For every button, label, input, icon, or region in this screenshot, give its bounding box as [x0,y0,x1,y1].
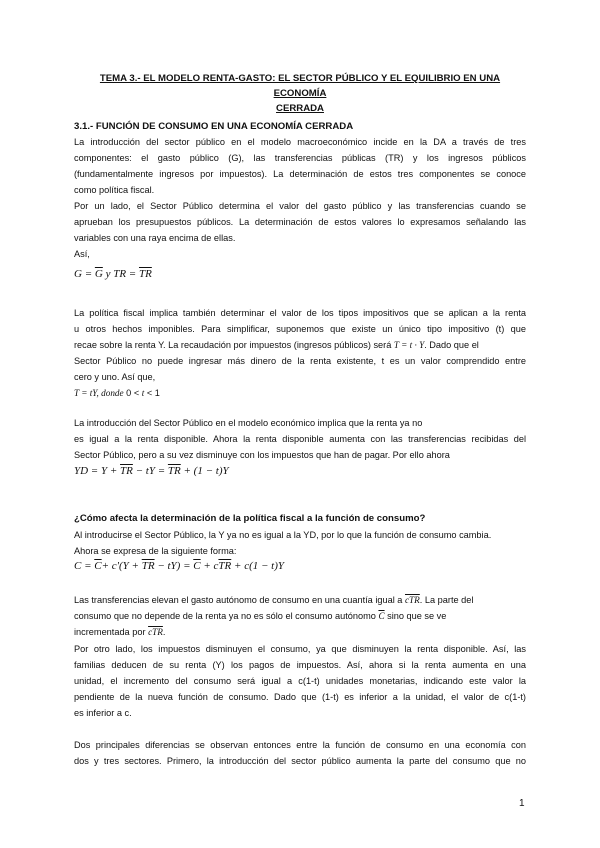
title-line-1: TEMA 3.- EL MODELO RENTA-GASTO: EL SECTOR PÚBLICO Y EL EQUILIBRIO EN UNA ECONOMÍA [99,73,501,99]
p2-line-3: variables con una raya encima de ellas. [74,233,236,243]
p3-line-3: recae sobre la renta Y. La recaudación por impuestos (ingresos públicos) será T = t · Y. Dado que el [74,340,479,350]
asi-line: Así, [74,249,90,259]
p3-line-1: La política fiscal implica también determinar el valor de los tipos impositivos que se aplican a la renta [74,308,526,318]
p2-line-2: aprueban los presupuestos públicos. La determinación de estos valores lo expresamos señalando las [74,217,526,227]
document-title [74,71,526,116]
p7-line-3: unidad, el incremento del consumo será igual a c(1-t) unidades monetarias, indicando este valor la [74,676,526,686]
p1-line-4: como política fiscal. [74,185,155,195]
p6-line-2: consumo que no depende de la renta ya no es sólo el consumo autónomo $\overline{C}$ sino que se ve [74,611,447,621]
equation-g-tr: $G = \overline{G}$ y TR = $\overline{TR}$ [74,268,152,280]
p1-line-3: (fundamentalmente ingresos por impuestos). La determinación de estos tres componentes se conoce [74,169,526,179]
page-number: 1 [519,798,525,809]
p3-line-4: Sector Público no puede ingresar más dinero de la renta existente, t es un valor comprendido entre [74,356,526,366]
equation-yd: YD = $Y + \overline{TR}$ − tY = $\overline{TR} + (1 - t)Y$ [74,465,229,477]
p3-line-5: cero y uno. Así que, [74,372,156,382]
p4-line-3: Sector Público, pero a su vez disminuye con los impuestos que han de pagar. Por ello ahora [74,450,450,460]
p1-line-1: La introducción del sector público en el modelo macroeconómico incide en la DA a través de tres [74,137,526,147]
equation-consumption: $C = \overline{C}+ c'(Y + \overline{TR} - tY) = \overline{C} + c\overline{TR} + c(1 - t)Y$ [74,560,284,572]
p7-line-2: familias deducen de su renta (Y) los pagos de impuestos. Así, ahora si la renta aumenta en una [74,660,526,670]
p8-line-1: Dos principales diferencias se observan entonces entre la función de consumo en una economía con [74,740,526,750]
p2-line-1: Por un lado, el Sector Público determina el valor del gasto público y las transferencias cuando se [74,201,526,211]
p7-line-5: es inferior a c. [74,708,132,718]
section-heading: 3.1.- FUNCIÓN DE CONSUMO EN UNA ECONOMÍA CERRADA [74,121,354,132]
p6-line-3: incrementada por $\overline{cTR}$. [74,627,166,637]
p6-line-1: Las transferencias elevan el gasto autónomo de consumo en una cuantía igual a $\overline{cTR}$. La parte del [74,595,474,605]
p5-line-2: Ahora se expresa de la siguiente forma: [74,546,237,556]
p1-line-2: componentes: el gasto público (G), las transferencias públicas (TR) y los ingresos públicos [74,153,526,163]
equation-taxes: T = tY, donde 0 < t < 1 [74,388,160,398]
title-line-2: CERRADA [276,103,324,114]
p4-line-2: es igual a la renta disponible. Ahora la renta disponible aumenta con las transferencias recibidas del [74,434,526,444]
p3-line-2: u otros hechos imponibles. Para simplificar, suponemos que existe un único tipo impositivo (t) que [74,324,526,334]
p5-line-1: Al introducirse el Sector Público, la Y ya no es igual a la YD, por lo que la función de consumo cambia. [74,530,492,540]
p7-line-4: pendiente de la nueva función de consumo. Dado que (1-t) es inferior a la unidad, el valor de c(1-t) [74,692,526,702]
p4-line-1: La introducción del Sector Público en el modelo económico implica que la renta ya no [74,418,423,428]
p7-line-1: Por otro lado, los impuestos disminuyen el consumo, ya que disminuyen la renta disponible. Así, las [74,644,526,654]
p8-line-2: dos y tres sectores. Primero, la introducción del sector público aumenta la parte del consumo que no [74,756,526,766]
consumption-question: ¿Cómo afecta la determinación de la política fiscal a la función de consumo? [74,513,426,524]
